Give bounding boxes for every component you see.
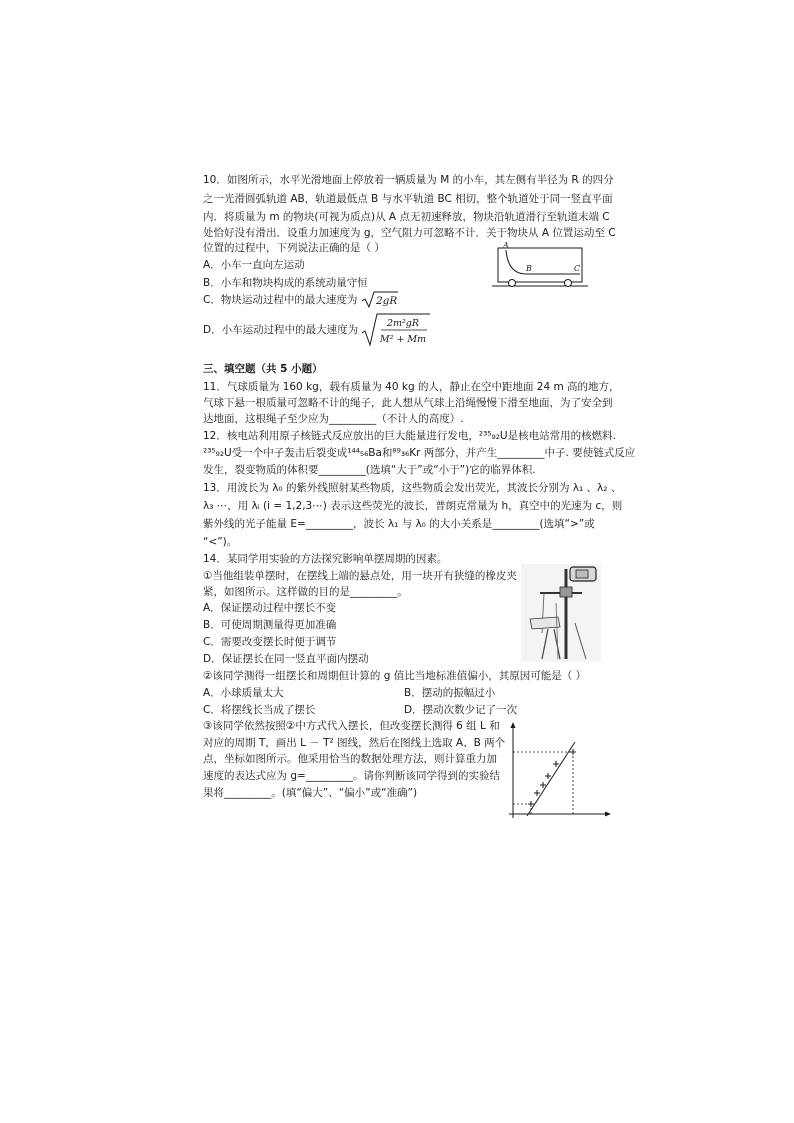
q10-option-a: A．小车一直向左运动	[203, 259, 305, 271]
q14-p3-line-5: 果将_________。(填“偏大”、“偏小”或“准确”)	[203, 787, 418, 799]
q14-p2-option-a: A．小球质量太大	[203, 687, 284, 699]
l-t2-graph-figure	[503, 720, 613, 822]
q14-p3-line-1: ③该同学依然按照②中方式代入摆长，但改变摆长测得 6 组 L 和	[203, 720, 500, 732]
q14-p1-line-2: 紧，如图所示。这样做的目的是_________。	[203, 586, 408, 598]
q14-p2-option-c: C．将摆线长当成了摆长	[203, 704, 316, 716]
q13-line-4: “<”)。	[203, 536, 238, 548]
q14-p1-option-c: C．需要改变摆长时便于调节	[203, 636, 337, 648]
q13-line-2: λ₃ ⋯，用 λᵢ (i = 1,2,3⋯) 表示这些荧光的波长，普朗克常量为 h，真空中的光速为 c，则	[203, 500, 623, 512]
q10-option-d: D．小车运动过程中的最大速度为	[203, 324, 359, 336]
q14-p2-option-b: B．摆动的振幅过小	[404, 687, 496, 699]
q14-p2-line: ②该同学测得一组摆长和周期但计算的 g 值比当地标准值偏小，其原因可能是（ ）	[203, 670, 587, 682]
q14-p2-option-d: D．摆动次数少记了一次	[404, 704, 518, 716]
q10-line-4: 处恰好没有滑出．设重力加速度为 g，空气阻力可忽略不计．关于物块从 A 位置运动至 C	[203, 227, 616, 239]
q11-line-2: 气球下悬一根质量可忽略不计的绳子，此人想从气球上沿绳慢慢下滑至地面，为了安全到	[203, 397, 613, 409]
q14-p1-option-b: B．可使周期测量得更加准确	[203, 619, 337, 631]
q12-line-2: ²³⁵₉₂U受一个中子轰击后裂变成¹⁴⁴₅₆Ba和⁸⁹₃₆Kr 两部分，并产生_________中子. 要使链式反应	[203, 447, 636, 459]
pendulum-apparatus-figure	[520, 563, 602, 663]
sqrt-2gR-formula	[361, 291, 399, 309]
q10-formula-c-text: 2gR	[375, 295, 397, 307]
q11-line-3: 达地面，这根绳子至少应为_________（不计人的高度）.	[203, 413, 464, 425]
q11-line-1: 11．气球质量为 160 kg，载有质量为 40 kg 的人，静止在空中距地面 24 m 高的地方，	[203, 381, 620, 393]
q14-p3-line-2: 对应的周期 T，画出 L － T² 图线，然后在图线上选取 A、B 两个	[203, 737, 506, 749]
q12-line-3: 发生，裂变物质的体积要_________(选填“大于”或“小于”)它的临界体积.	[203, 464, 536, 476]
figure-label-c: C	[574, 264, 581, 273]
q13-line-1: 13．用波长为 λ₀ 的紫外线照射某些物质，这些物质会发出荧光，其波长分别为 λ₁ 、λ₂ 、	[203, 482, 622, 494]
q14-p3-line-3: 点，坐标如图所示。他采用恰当的数据处理方法，则计算重力加	[203, 753, 497, 765]
figure-label-a: A	[503, 241, 509, 250]
q10-option-c-row	[203, 291, 399, 309]
q13-line-3: 紫外线的光子能量 E=_________，波长 λ₁ 与 λ₀ 的大小关系是_________(选填“>”或	[203, 518, 595, 530]
q10-formula-d-denominator: M² + Mm	[380, 334, 427, 345]
q14-p1-option-d: D．保证摆长在同一竖直平面内摆动	[203, 653, 369, 665]
q10-option-d-row	[203, 313, 431, 347]
q10-line-5: 位置的过程中，下列说法正确的是（ ）	[203, 242, 385, 254]
sqrt-fraction-formula	[361, 313, 431, 347]
q10-option-c: C．物块运动过程中的最大速度为	[203, 294, 358, 306]
q14-p1-option-a: A．保证摆动过程中摆长不变	[203, 602, 337, 614]
q14-p1-line-1: ①当他组装单摆时，在摆线上端的悬点处，用一块开有狭缝的橡皮夹	[203, 570, 517, 582]
q14-p3-line-4: 速度的表达式应为 g=_________。请你判断该同学得到的实验结	[203, 770, 501, 782]
q10-line-2: 之一光滑圆弧轨道 AB，轨道最低点 B 与水平轨道 BC 相切，整个轨道处于同一竖直平面	[203, 193, 613, 205]
q10-line-1: 10．如图所示，水平光滑地面上停放着一辆质量为 M 的小车，其左侧有半径为 R 的四分	[203, 174, 614, 186]
q10-option-b: B．小车和物块构成的系统动量守恒	[203, 277, 368, 289]
q10-formula-d-numerator: 2m²gR	[387, 318, 420, 329]
q12-line-1: 12．核电站利用原子核链式反应放出的巨大能量进行发电，²³⁵₉₂U是核电站常用的核燃料.	[203, 430, 616, 442]
q14-title: 14．某同学用实验的方法探究影响单摆周期的因素。	[203, 553, 448, 565]
q10-line-3: 内．将质量为 m 的物块(可视为质点)从 A 点无初速释放，物块沿轨道滑行至轨道末端 C	[203, 211, 610, 223]
section-3-heading: 三、填空题（共 5 小题）	[203, 363, 323, 375]
cart-track-figure	[490, 240, 590, 290]
figure-label-b: B	[526, 264, 532, 273]
